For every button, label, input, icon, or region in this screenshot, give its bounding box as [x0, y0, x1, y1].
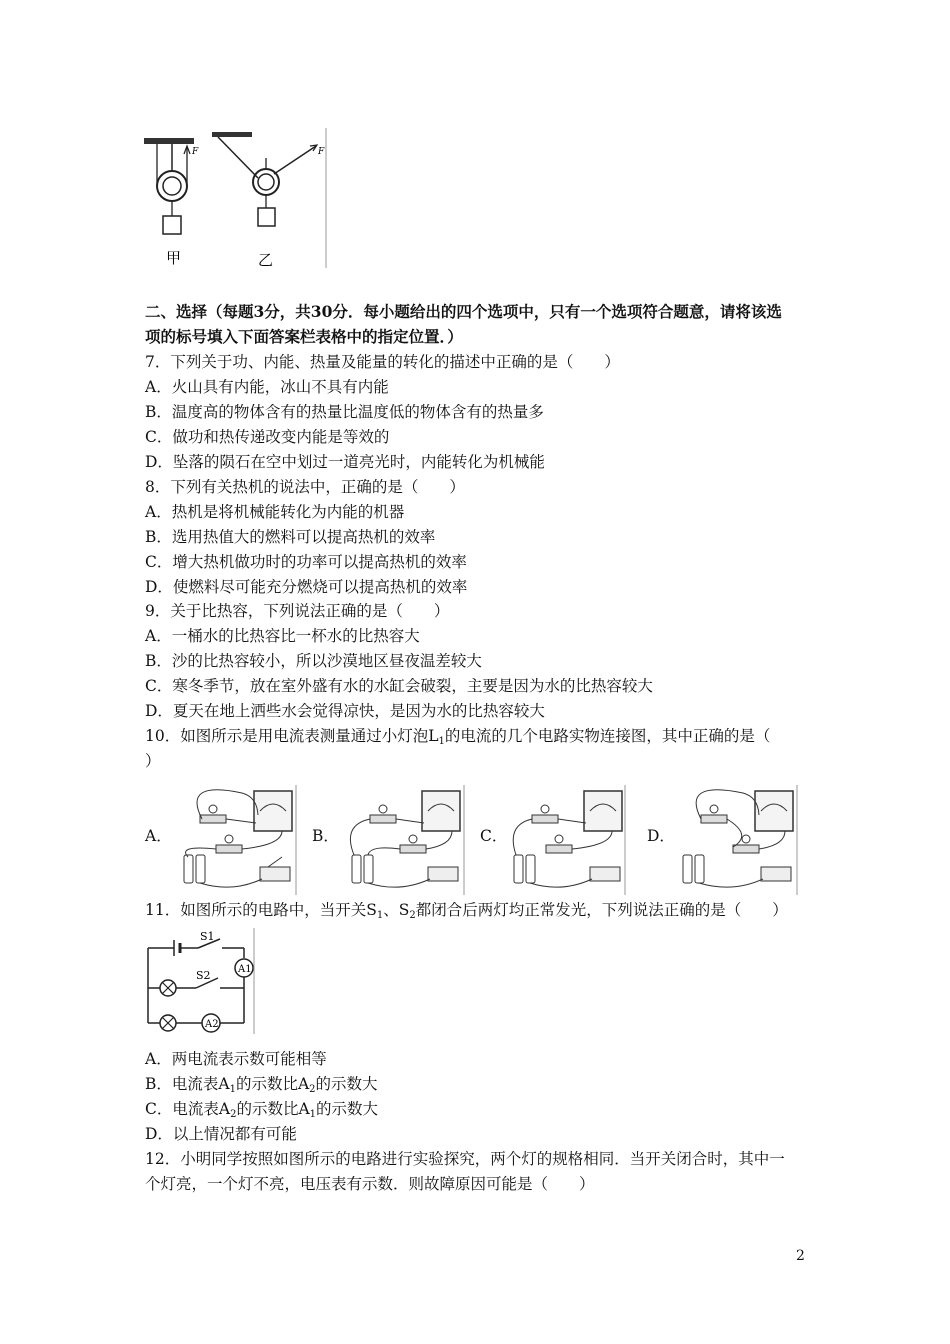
q9-option-b: B．沙的比热容较小，所以沙漠地区昼夜温差较大	[145, 652, 482, 670]
q8-option-a: A．热机是将机械能转化为内能的机器	[145, 503, 405, 521]
switch-s2-label: S2	[196, 969, 211, 982]
q10-label-d: D．	[647, 827, 675, 845]
q11-option-a: A．两电流表示数可能相等	[145, 1050, 327, 1068]
label-yi: 乙	[258, 251, 274, 269]
q9-option-c: C．寒冬季节，放在室外盛有水的水缸会破裂，主要是因为水的比热容较大	[145, 677, 653, 695]
q9-option-a: A．一桶水的比热容比一杯水的比热容大	[145, 627, 420, 645]
q10-stem-line2: ）	[145, 752, 161, 770]
ammeter-a2-label: A2	[205, 1019, 219, 1030]
q7-option-c: C．做功和热传递改变内能是等效的	[145, 428, 390, 446]
q10-circuit-figure-d	[673, 785, 798, 895]
q8-stem: 8．下列有关热机的说法中，正确的是（ ）	[145, 478, 465, 496]
section-heading-line1: 二、选择（每题3分，共30分．每小题给出的四个选项中，只有一个选项符合题意，请将该选	[145, 302, 782, 321]
q7-option-a: A．火山具有内能，冰山不具有内能	[145, 378, 389, 396]
q10-circuit-figure-a	[172, 785, 297, 895]
q12-stem-line2: 个灯亮，一个灯不亮，电压表有示数．则故障原因可能是（ ）	[145, 1175, 595, 1193]
q11-stem: 11．如图所示的电路中，当开关$S_1$、$S_2$都闭合后两灯均正常发光，下列说法正确的是（ ）	[145, 901, 788, 921]
q10-circuit-figure-b	[340, 785, 465, 895]
q7-option-b: B．温度高的物体含有的热量比温度低的物体含有的热量多	[145, 403, 544, 421]
q7-stem: 7．下列关于功、内能、热量及能量的转化的描述中正确的是（ ）	[145, 353, 620, 371]
section-heading-line2: 项的标号填入下面答案栏表格中的指定位置．）	[145, 327, 463, 346]
q7-option-d: D．坠落的陨石在空中划过一道亮光时，内能转化为机械能	[145, 453, 545, 471]
ammeter-a1-label: A1	[238, 964, 252, 975]
q8-option-c: C．增大热机做功时的功率可以提高热机的效率	[145, 553, 467, 571]
q11-option-c: C．电流表$A_2$的示数比$A_1$的示数大	[145, 1100, 379, 1120]
q10-label-a: A．	[145, 827, 172, 845]
q11-circuit-figure	[140, 928, 260, 1034]
page-number: 2	[796, 1248, 805, 1264]
q10-label-b: B．	[312, 827, 339, 845]
q9-option-d: D．夏天在地上洒些水会觉得凉快，是因为水的比热容较大	[145, 702, 545, 720]
label-jia: 甲	[166, 249, 182, 267]
switch-s1-label: S1	[200, 930, 215, 943]
force-label-a: F	[192, 147, 199, 157]
q9-stem: 9．关于比热容，下列说法正确的是（ ）	[145, 602, 450, 620]
q10-stem: 10．如图所示是用电流表测量通过小灯泡$L_1$的电流的几个电路实物连接图，其中正确的是（	[145, 727, 771, 747]
q11-option-b: B．电流表$A_1$的示数比$A_2$的示数大	[145, 1075, 378, 1095]
pulley-diagram	[140, 128, 330, 270]
q10-circuit-figure-c	[506, 785, 626, 895]
force-label-b: F	[318, 147, 325, 157]
q10-label-c: C．	[480, 827, 508, 845]
q12-stem-line1: 12．小明同学按照如图所示的电路进行实验探究，两个灯的规格相同．当开关闭合时，其中一	[145, 1150, 785, 1168]
q11-option-d: D．以上情况都有可能	[145, 1125, 297, 1143]
q8-option-d: D．使燃料尽可能充分燃烧可以提高热机的效率	[145, 578, 468, 596]
pulley-figure	[140, 128, 330, 270]
q8-option-b: B．选用热值大的燃料可以提高热机的效率	[145, 528, 436, 546]
